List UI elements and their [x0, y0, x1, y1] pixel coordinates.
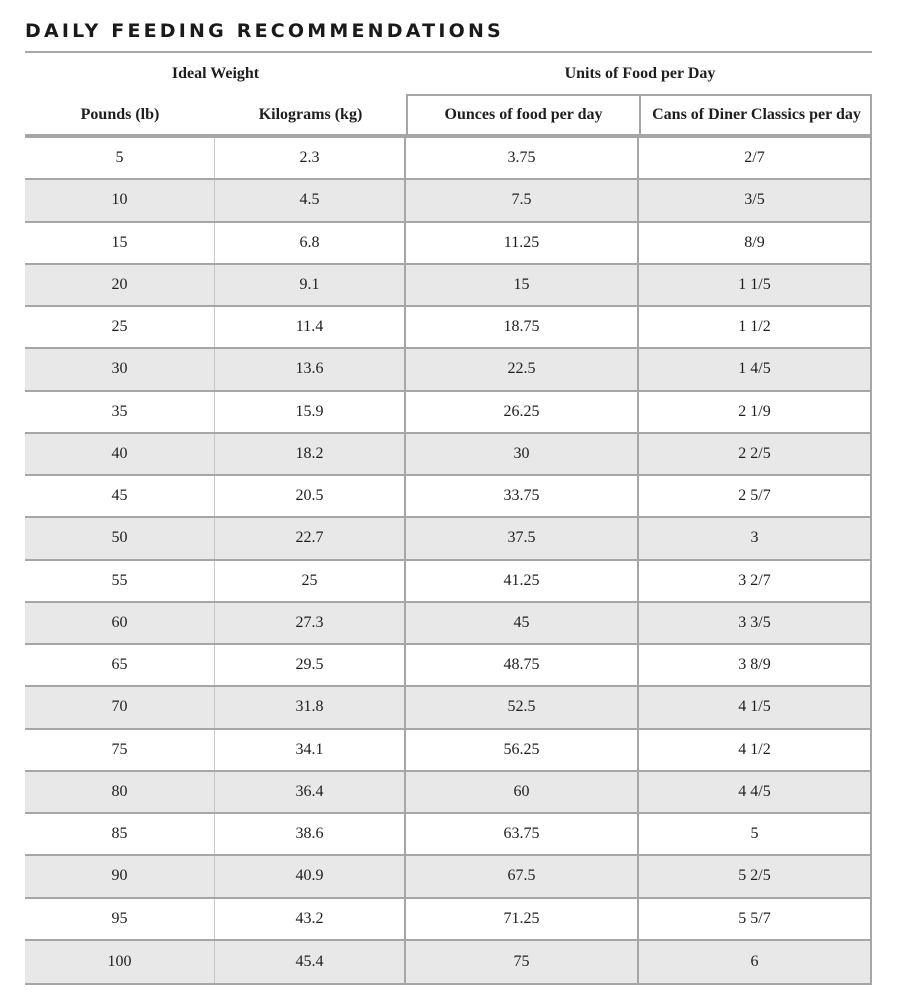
pounds-cell: 50: [25, 518, 215, 558]
col-header-cans: Cans of Diner Classics per day: [652, 106, 861, 123]
ounces-cell: 18.75: [406, 307, 639, 347]
pounds-cell: 65: [25, 645, 215, 685]
table-row: [25, 476, 870, 518]
ounces-cell: 7.5: [406, 180, 639, 220]
kilograms-cell: 29.5: [215, 645, 406, 685]
table-row: [25, 645, 870, 687]
ounces-cell: 45: [406, 603, 639, 643]
ounces-cell: 75: [406, 941, 639, 983]
cans-cell: 4 1/5: [738, 698, 771, 716]
ounces-cell: 71.25: [406, 899, 639, 939]
pounds-cell: 60: [25, 603, 215, 643]
kilograms-cell: 2.3: [215, 138, 406, 178]
kilograms-cell: 20.5: [215, 476, 406, 516]
cans-cell: 1 4/5: [738, 360, 771, 378]
cans-cell: 3 2/7: [738, 571, 771, 589]
ounces-cell: 33.75: [406, 476, 639, 516]
pounds-cell: 80: [25, 772, 215, 812]
cans-cell: 2/7: [744, 149, 765, 167]
kilograms-cell: 25: [215, 561, 406, 601]
pounds-cell: 30: [25, 349, 215, 389]
table-row: [25, 730, 870, 772]
pounds-cell: 45: [25, 476, 215, 516]
table-row: [25, 223, 870, 265]
ounces-cell: 3.75: [406, 138, 639, 178]
pounds-cell: 40: [25, 434, 215, 474]
title-divider: [25, 51, 872, 53]
kilograms-cell: 4.5: [215, 180, 406, 220]
table-row: [25, 687, 870, 729]
cans-cell: 8/9: [744, 233, 765, 251]
cans-cell: 2 1/9: [738, 402, 771, 420]
table-row: [25, 561, 870, 603]
kilograms-cell: 13.6: [215, 349, 406, 389]
units-food-group-header: Units of Food per Day: [564, 65, 716, 82]
kilograms-cell: 15.9: [215, 392, 406, 432]
kilograms-cell: 11.4: [215, 307, 406, 347]
pounds-cell: 10: [25, 180, 215, 220]
kilograms-cell: 36.4: [215, 772, 406, 812]
table-row: [25, 138, 870, 180]
table-row: [25, 180, 870, 222]
table-row: [25, 392, 870, 434]
pounds-cell: 55: [25, 561, 215, 601]
pounds-cell: 100: [25, 941, 215, 983]
pounds-cell: 90: [25, 856, 215, 896]
kilograms-cell: 27.3: [215, 603, 406, 643]
col-header-pounds: Pounds (lb): [80, 106, 160, 123]
kilograms-cell: 45.4: [215, 941, 406, 983]
table-row: [25, 349, 870, 391]
table-row: [25, 856, 870, 898]
ounces-cell: 30: [406, 434, 639, 474]
pounds-cell: 75: [25, 730, 215, 770]
ounces-cell: 60: [406, 772, 639, 812]
ounces-cell: 41.25: [406, 561, 639, 601]
cans-cell: 3/5: [744, 191, 765, 209]
table-row: [25, 307, 870, 349]
col-header-ounces: Ounces of food per day: [444, 106, 603, 123]
pounds-cell: 25: [25, 307, 215, 347]
cans-cell: 1 1/2: [738, 318, 771, 336]
table-row: [25, 265, 870, 307]
pounds-cell: 95: [25, 899, 215, 939]
kilograms-cell: 22.7: [215, 518, 406, 558]
cans-cell: 5 5/7: [738, 909, 771, 927]
pounds-cell: 15: [25, 223, 215, 263]
table-row: [25, 899, 870, 941]
table-row: [25, 772, 870, 814]
cans-cell: 4 1/2: [738, 740, 771, 758]
ounces-cell: 52.5: [406, 687, 639, 727]
ounces-cell: 48.75: [406, 645, 639, 685]
pounds-cell: 20: [25, 265, 215, 305]
cans-cell: 5: [750, 825, 759, 843]
table-row: [25, 814, 870, 856]
ideal-weight-group-header: Ideal Weight: [171, 65, 260, 82]
ounces-cell: 22.5: [406, 349, 639, 389]
col-header-kilograms: Kilograms (kg): [258, 106, 363, 123]
cans-cell: 6: [750, 952, 759, 970]
pounds-cell: 85: [25, 814, 215, 854]
cans-cell: 3 8/9: [738, 656, 771, 674]
pounds-cell: 5: [25, 138, 215, 178]
cans-cell: 3 3/5: [738, 613, 771, 631]
ounces-cell: 56.25: [406, 730, 639, 770]
kilograms-cell: 34.1: [215, 730, 406, 770]
table-row: [25, 434, 870, 476]
table-row: [25, 518, 870, 560]
ounces-cell: 67.5: [406, 856, 639, 896]
table-row: [25, 603, 870, 645]
ounces-cell: 37.5: [406, 518, 639, 558]
pounds-cell: 35: [25, 392, 215, 432]
kilograms-cell: 9.1: [215, 265, 406, 305]
ounces-cell: 15: [406, 265, 639, 305]
pounds-cell: 70: [25, 687, 215, 727]
cans-cell: 1 1/5: [738, 275, 771, 293]
kilograms-cell: 18.2: [215, 434, 406, 474]
cans-cell: 2 5/7: [738, 487, 771, 505]
table-row: [25, 941, 870, 983]
ounces-cell: 63.75: [406, 814, 639, 854]
cans-cell: 2 2/5: [738, 444, 771, 462]
cans-cell: 3: [750, 529, 759, 547]
ounces-cell: 26.25: [406, 392, 639, 432]
kilograms-cell: 31.8: [215, 687, 406, 727]
kilograms-cell: 40.9: [215, 856, 406, 896]
kilograms-cell: 43.2: [215, 899, 406, 939]
cans-cell: 4 4/5: [738, 782, 771, 800]
kilograms-cell: 6.8: [215, 223, 406, 263]
cans-cell: 5 2/5: [738, 867, 771, 885]
ounces-cell: 11.25: [406, 223, 639, 263]
feeding-table-body: [25, 138, 872, 985]
kilograms-cell: 38.6: [215, 814, 406, 854]
page-title: DAILY FEEDING RECOMMENDATIONS: [25, 20, 504, 42]
